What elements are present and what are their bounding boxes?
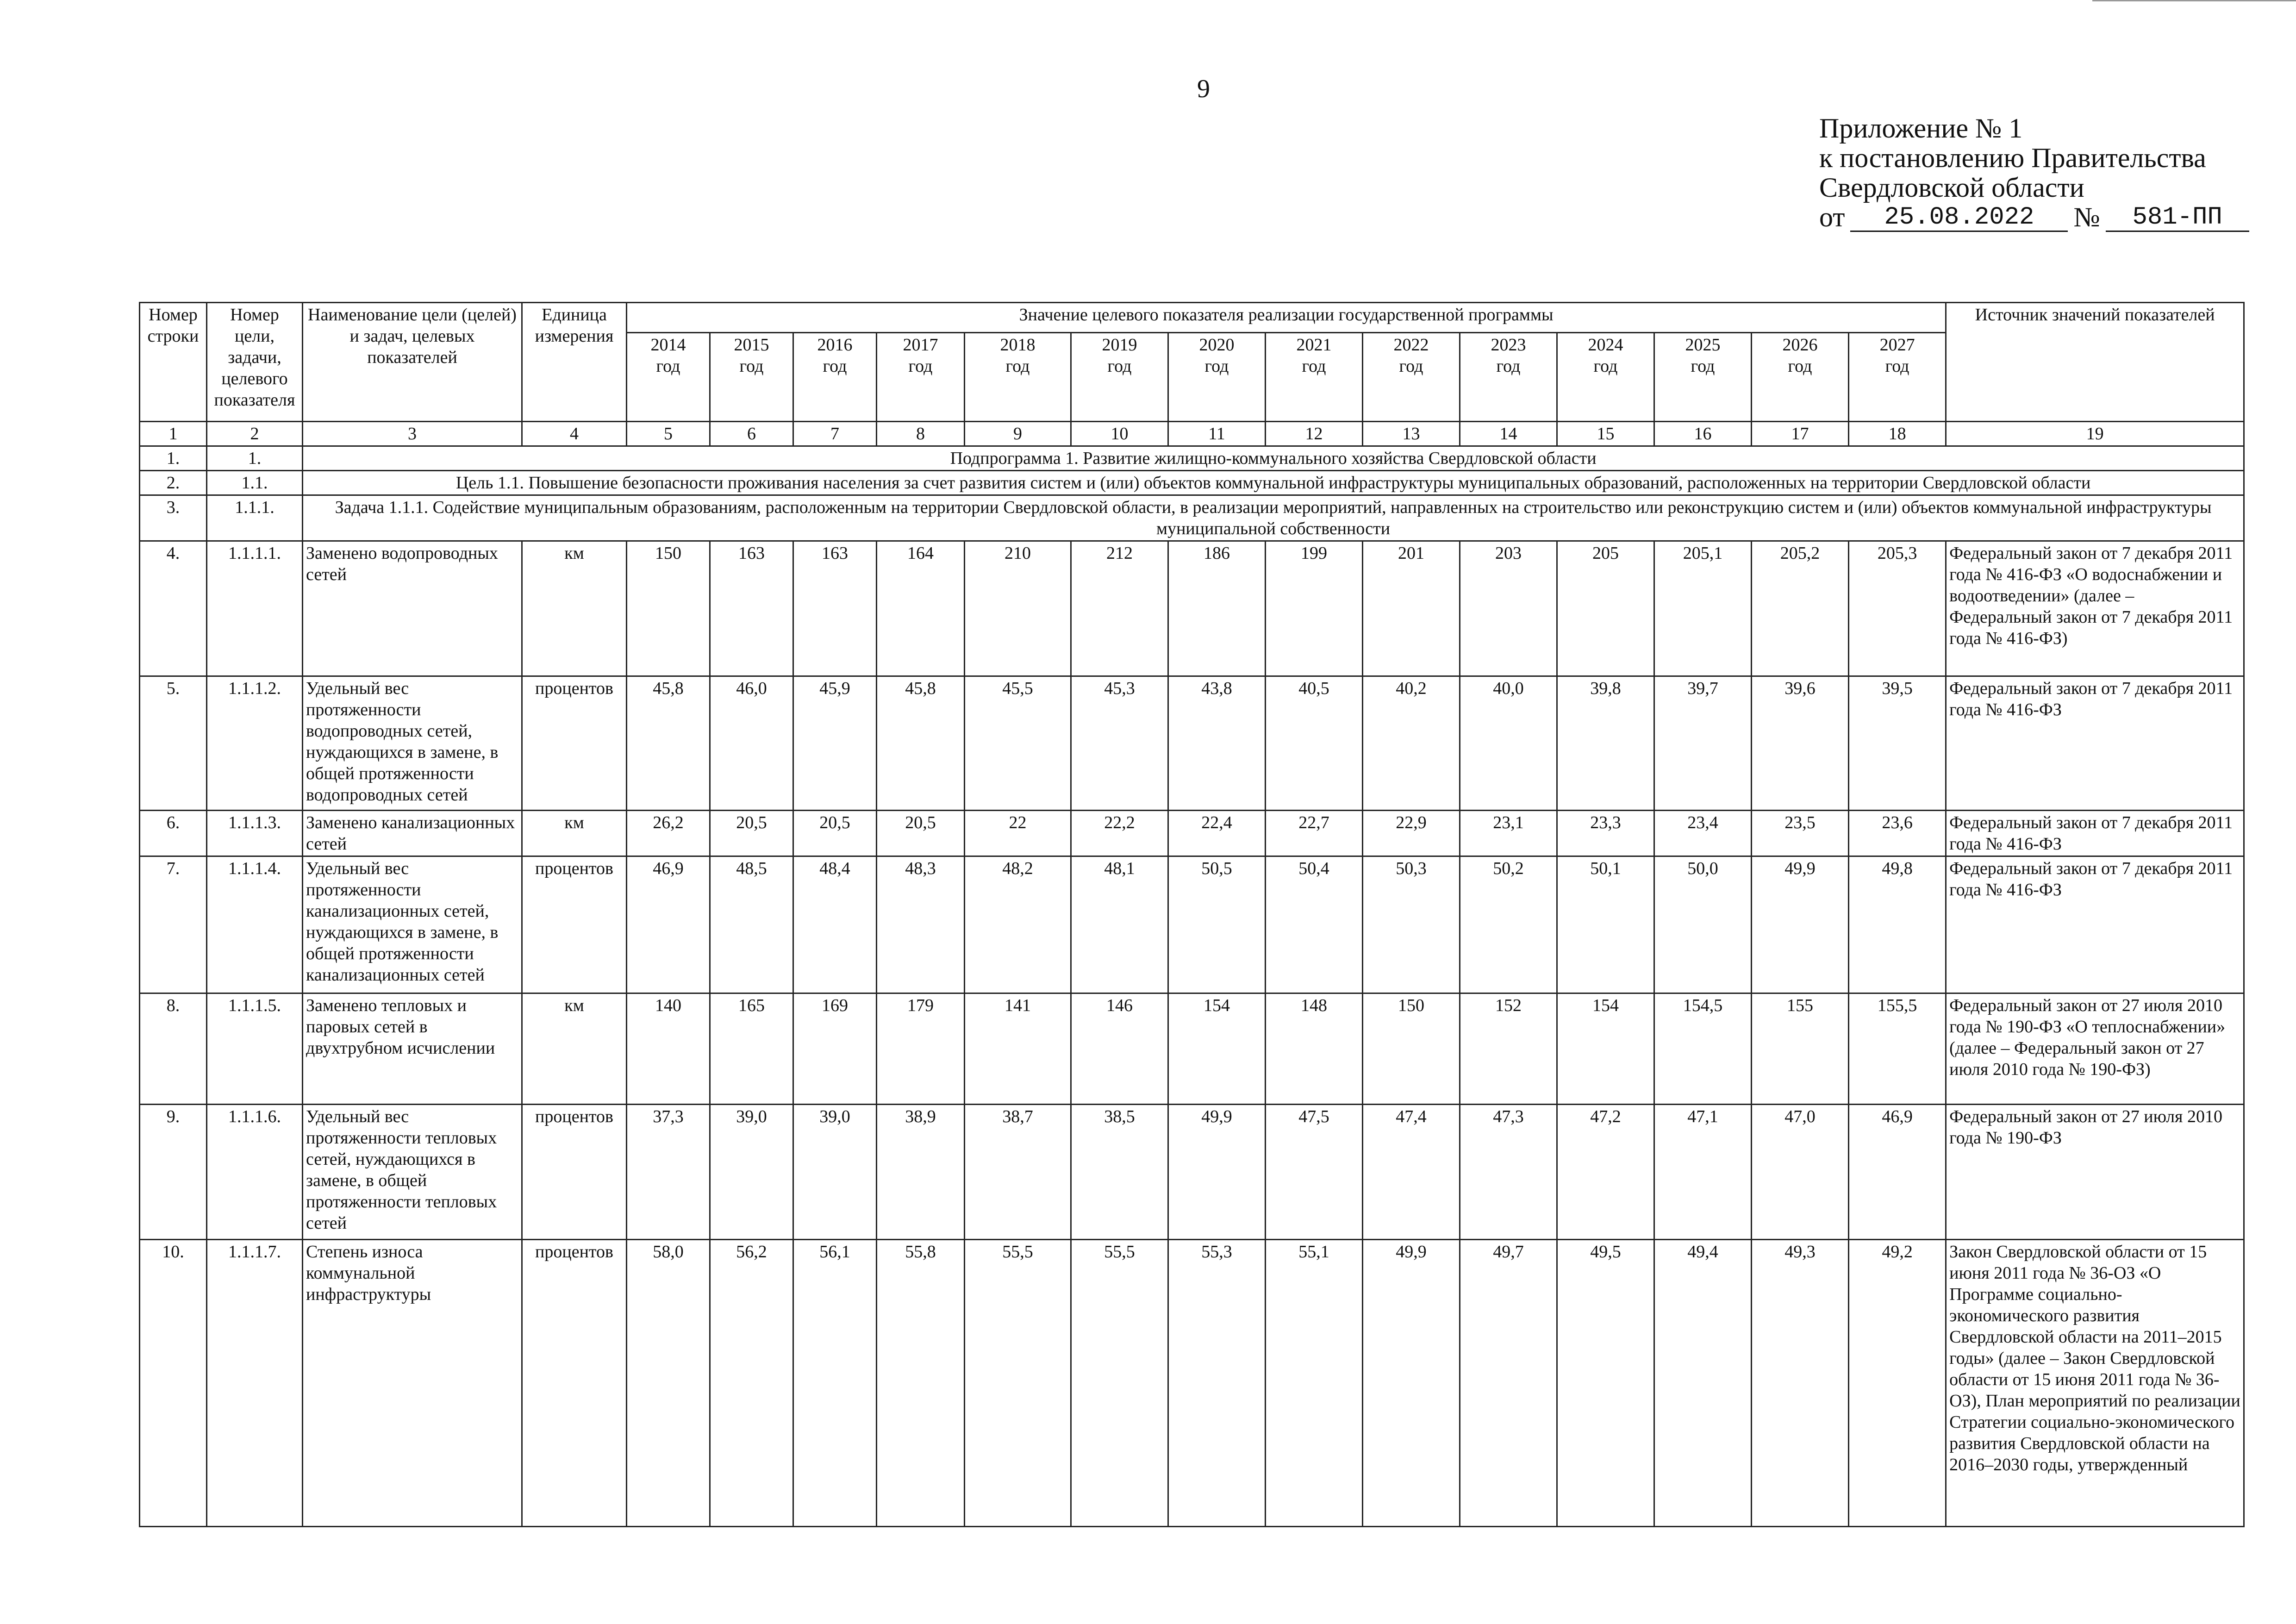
value-cell: 48,4 xyxy=(793,856,877,993)
value-cell: 23,5 xyxy=(1752,811,1849,856)
value-cell: 46,9 xyxy=(627,856,710,993)
indicator-name: Заменено канализационных сетей xyxy=(303,811,522,856)
value-cell: 55,5 xyxy=(965,1240,1071,1527)
value-cell: 49,9 xyxy=(1752,856,1849,993)
section-title: Задача 1.1.1. Содействие муниципальным образованиям, расположенным на территории Свердловской области, в реализации мероприятий, направленных на строительство или реконструкцию систем и (или) объектов коммунальной инфраструктуры муниципальной собственности xyxy=(303,495,2244,541)
value-cell: 164 xyxy=(877,541,965,676)
source-cell: Федеральный закон от 27 июля 2010 года № 190-ФЗ «О теплоснабжении» (далее – Федеральный закон от 27 июля 2010 года № 190-ФЗ) xyxy=(1946,993,2244,1105)
column-number: 8 xyxy=(877,422,965,446)
value-cell: 150 xyxy=(627,541,710,676)
value-cell: 45,8 xyxy=(877,676,965,811)
header-year-cell xyxy=(627,333,710,422)
unit-cell: км xyxy=(522,993,627,1105)
value-cell: 179 xyxy=(877,993,965,1105)
indicator-row xyxy=(140,676,2244,811)
header-year-suffix: год xyxy=(1005,356,1030,376)
value-cell: 155,5 xyxy=(1849,993,1946,1105)
indicator-row xyxy=(140,811,2244,856)
value-cell: 39,0 xyxy=(710,1105,793,1240)
value-cell: 49,4 xyxy=(1654,1240,1752,1527)
value-cell: 50,2 xyxy=(1460,856,1557,993)
header-year: 2017 xyxy=(903,335,938,355)
column-number: 11 xyxy=(1168,422,1266,446)
target-code: 1.1.1.2. xyxy=(207,676,303,811)
value-cell: 39,8 xyxy=(1557,676,1654,811)
value-cell: 40,0 xyxy=(1460,676,1557,811)
value-cell: 40,5 xyxy=(1266,676,1363,811)
value-cell: 210 xyxy=(965,541,1071,676)
section-title: Подпрограмма 1. Развитие жилищно-коммунального хозяйства Свердловской области xyxy=(303,446,2244,471)
value-cell: 39,5 xyxy=(1849,676,1946,811)
value-cell: 26,2 xyxy=(627,811,710,856)
value-cell: 49,8 xyxy=(1849,856,1946,993)
header-values-group: Значение целевого показателя реализации государственной программы xyxy=(627,303,1946,333)
value-cell: 199 xyxy=(1266,541,1363,676)
value-cell: 20,5 xyxy=(877,811,965,856)
column-number: 18 xyxy=(1849,422,1946,446)
header-year-suffix: год xyxy=(1302,356,1326,376)
header-year-cell xyxy=(1168,333,1266,422)
value-cell: 205,2 xyxy=(1752,541,1849,676)
value-cell: 47,4 xyxy=(1363,1105,1460,1240)
header-year-suffix: год xyxy=(1788,356,1812,376)
header-year-cell xyxy=(965,333,1071,422)
header-year-suffix: год xyxy=(1496,356,1521,376)
header-unit: Единица измерения xyxy=(522,303,627,422)
target-code: 1.1.1.3. xyxy=(207,811,303,856)
value-cell: 49,5 xyxy=(1557,1240,1654,1527)
value-cell: 45,3 xyxy=(1071,676,1168,811)
value-cell: 140 xyxy=(627,993,710,1105)
column-number: 15 xyxy=(1557,422,1654,446)
section-row xyxy=(140,495,2244,541)
appendix-region: Свердловской области xyxy=(1819,172,2084,203)
value-cell: 38,9 xyxy=(877,1105,965,1240)
column-number: 4 xyxy=(522,422,627,446)
target-code: 1.1.1.7. xyxy=(207,1240,303,1527)
header-year-cell xyxy=(1363,333,1460,422)
row-number: 1. xyxy=(140,446,207,471)
value-cell: 203 xyxy=(1460,541,1557,676)
value-cell: 22,9 xyxy=(1363,811,1460,856)
appendix-header xyxy=(1819,113,2249,232)
section-row xyxy=(140,446,2244,471)
appendix-title: Приложение № 1 xyxy=(1819,113,2023,144)
header-row-number: Номер строки xyxy=(140,303,207,422)
value-cell: 40,2 xyxy=(1363,676,1460,811)
value-cell: 146 xyxy=(1071,993,1168,1105)
indicators-table xyxy=(139,302,2245,1527)
column-number: 12 xyxy=(1266,422,1363,446)
header-year-cell xyxy=(1752,333,1849,422)
section-row xyxy=(140,471,2244,495)
value-cell: 55,1 xyxy=(1266,1240,1363,1527)
column-number: 19 xyxy=(1946,422,2244,446)
source-cell: Федеральный закон от 7 декабря 2011 года № 416-ФЗ xyxy=(1946,676,2244,811)
value-cell: 49,7 xyxy=(1460,1240,1557,1527)
target-code: 1.1.1.6. xyxy=(207,1105,303,1240)
value-cell: 154 xyxy=(1168,993,1266,1105)
header-year: 2021 xyxy=(1296,335,1332,355)
value-cell: 22 xyxy=(965,811,1071,856)
column-number: 5 xyxy=(627,422,710,446)
value-cell: 23,1 xyxy=(1460,811,1557,856)
target-code: 1.1.1.1. xyxy=(207,541,303,676)
value-cell: 38,5 xyxy=(1071,1105,1168,1240)
top-edge-line xyxy=(2092,0,2296,1)
table-body xyxy=(140,422,2244,1527)
header-year: 2025 xyxy=(1685,335,1721,355)
value-cell: 186 xyxy=(1168,541,1266,676)
value-cell: 48,1 xyxy=(1071,856,1168,993)
target-code: 1.1.1. xyxy=(207,495,303,541)
value-cell: 22,7 xyxy=(1266,811,1363,856)
column-number: 7 xyxy=(793,422,877,446)
value-cell: 45,5 xyxy=(965,676,1071,811)
row-number: 9. xyxy=(140,1105,207,1240)
source-cell: Федеральный закон от 7 декабря 2011 года № 416-ФЗ xyxy=(1946,811,2244,856)
number-prefix: № xyxy=(2073,202,2100,232)
value-cell: 55,3 xyxy=(1168,1240,1266,1527)
source-cell: Федеральный закон от 7 декабря 2011 года № 416-ФЗ «О водоснабжении и водоотведении» (далее – Федеральный закон от 7 декабря 2011 года № 416-ФЗ) xyxy=(1946,541,2244,676)
source-cell: Федеральный закон от 7 декабря 2011 года № 416-ФЗ xyxy=(1946,856,2244,993)
value-cell: 141 xyxy=(965,993,1071,1105)
source-cell: Федеральный закон от 27 июля 2010 года № 190-ФЗ xyxy=(1946,1105,2244,1240)
header-year-suffix: год xyxy=(1204,356,1229,376)
appendix-date-row xyxy=(1819,202,2249,232)
value-cell: 38,7 xyxy=(965,1105,1071,1240)
value-cell: 45,8 xyxy=(627,676,710,811)
value-cell: 47,1 xyxy=(1654,1105,1752,1240)
header-year: 2016 xyxy=(817,335,853,355)
indicator-name: Заменено тепловых и паровых сетей в двухтрубном исчислении xyxy=(303,993,522,1105)
header-source: Источник значений показателей xyxy=(1946,303,2244,422)
indicator-row xyxy=(140,541,2244,676)
column-number: 13 xyxy=(1363,422,1460,446)
column-number: 17 xyxy=(1752,422,1849,446)
column-number: 16 xyxy=(1654,422,1752,446)
value-cell: 46,0 xyxy=(710,676,793,811)
header-year-suffix: год xyxy=(1399,356,1423,376)
value-cell: 22,2 xyxy=(1071,811,1168,856)
header-year-suffix: год xyxy=(1593,356,1618,376)
value-cell: 56,2 xyxy=(710,1240,793,1527)
value-cell: 48,2 xyxy=(965,856,1071,993)
value-cell: 23,4 xyxy=(1654,811,1752,856)
indicator-name: Удельный вес протяженности канализационных сетей, нуждающихся в замене, в общей протяженности канализационных сетей xyxy=(303,856,522,993)
value-cell: 46,9 xyxy=(1849,1105,1946,1240)
value-cell: 58,0 xyxy=(627,1240,710,1527)
value-cell: 50,0 xyxy=(1654,856,1752,993)
header-year-suffix: год xyxy=(1691,356,1715,376)
header-year: 2023 xyxy=(1491,335,1526,355)
value-cell: 49,3 xyxy=(1752,1240,1849,1527)
column-number: 2 xyxy=(207,422,303,446)
header-year-cell xyxy=(1460,333,1557,422)
header-year: 2019 xyxy=(1102,335,1137,355)
column-number: 1 xyxy=(140,422,207,446)
header-year-cell xyxy=(793,333,877,422)
indicator-row xyxy=(140,993,2244,1105)
value-cell: 39,0 xyxy=(793,1105,877,1240)
row-number: 2. xyxy=(140,471,207,495)
header-year-cell xyxy=(1654,333,1752,422)
appendix-resolution: к постановлению Правительства xyxy=(1819,143,2206,173)
column-number: 14 xyxy=(1460,422,1557,446)
value-cell: 20,5 xyxy=(710,811,793,856)
row-number: 6. xyxy=(140,811,207,856)
value-cell: 154,5 xyxy=(1654,993,1752,1105)
header-year: 2014 xyxy=(650,335,686,355)
value-cell: 205 xyxy=(1557,541,1654,676)
indicator-name: Удельный вес протяженности тепловых сетей, нуждающихся в замене, в общей протяженности тепловых сетей xyxy=(303,1105,522,1240)
resolution-date: 25.08.2022 xyxy=(1850,205,2068,232)
column-number: 9 xyxy=(965,422,1071,446)
value-cell: 152 xyxy=(1460,993,1557,1105)
row-number: 3. xyxy=(140,495,207,541)
header-year: 2024 xyxy=(1588,335,1623,355)
value-cell: 22,4 xyxy=(1168,811,1266,856)
header-year-cell xyxy=(1557,333,1654,422)
value-cell: 39,7 xyxy=(1654,676,1752,811)
value-cell: 50,4 xyxy=(1266,856,1363,993)
column-number: 3 xyxy=(303,422,522,446)
header-year-cell xyxy=(1071,333,1168,422)
unit-cell: процентов xyxy=(522,1105,627,1240)
value-cell: 50,5 xyxy=(1168,856,1266,993)
section-title: Цель 1.1. Повышение безопасности проживания населения за счет развития систем и (или) объектов коммунальной инфраструктуры муниципальных образований, расположенных на территории Свердловской области xyxy=(303,471,2244,495)
header-name: Наименование цели (целей) и задач, целевых показателей xyxy=(303,303,522,422)
header-year: 2027 xyxy=(1879,335,1915,355)
header-year: 2015 xyxy=(734,335,769,355)
indicator-name: Степень износа коммунальной инфраструктуры xyxy=(303,1240,522,1527)
header-year-cell xyxy=(710,333,793,422)
indicator-name: Заменено водопроводных сетей xyxy=(303,541,522,676)
value-cell: 205,3 xyxy=(1849,541,1946,676)
unit-cell: км xyxy=(522,541,627,676)
indicator-row xyxy=(140,856,2244,993)
value-cell: 37,3 xyxy=(627,1105,710,1240)
value-cell: 163 xyxy=(793,541,877,676)
header-year-suffix: год xyxy=(908,356,933,376)
value-cell: 55,8 xyxy=(877,1240,965,1527)
value-cell: 205,1 xyxy=(1654,541,1752,676)
target-code: 1.1.1.4. xyxy=(207,856,303,993)
row-number: 4. xyxy=(140,541,207,676)
value-cell: 45,9 xyxy=(793,676,877,811)
unit-cell: км xyxy=(522,811,627,856)
page-number: 9 xyxy=(1197,75,1210,103)
row-number: 7. xyxy=(140,856,207,993)
row-number: 8. xyxy=(140,993,207,1105)
header-year: 2022 xyxy=(1393,335,1429,355)
date-prefix: от xyxy=(1819,202,1845,232)
value-cell: 23,6 xyxy=(1849,811,1946,856)
value-cell: 163 xyxy=(710,541,793,676)
header-year: 2020 xyxy=(1199,335,1235,355)
value-cell: 20,5 xyxy=(793,811,877,856)
target-code: 1.1.1.5. xyxy=(207,993,303,1105)
header-target-number: Номер цели, задачи, целевого показателя xyxy=(207,303,303,422)
source-cell: Закон Свердловской области от 15 июня 2011 года № 36-ОЗ «О Программе социально-экономического развития Свердловской области на 2011–2015 годы» (далее – Закон Свердловской области от 15 июня 2011 года № 36-ОЗ), План мероприятий по реализации Стратегии социально-экономического развития Свердловской области на 2016–2030 годы, утвержденный xyxy=(1946,1240,2244,1527)
value-cell: 169 xyxy=(793,993,877,1105)
unit-cell: процентов xyxy=(522,1240,627,1527)
table-header xyxy=(140,303,2244,422)
value-cell: 150 xyxy=(1363,993,1460,1105)
unit-cell: процентов xyxy=(522,676,627,811)
target-code: 1. xyxy=(207,446,303,471)
column-numbers-row xyxy=(140,422,2244,446)
value-cell: 49,9 xyxy=(1363,1240,1460,1527)
value-cell: 23,3 xyxy=(1557,811,1654,856)
column-number: 10 xyxy=(1071,422,1168,446)
resolution-number: 581-ПП xyxy=(2106,205,2249,232)
unit-cell: процентов xyxy=(522,856,627,993)
row-number: 5. xyxy=(140,676,207,811)
value-cell: 50,1 xyxy=(1557,856,1654,993)
value-cell: 47,5 xyxy=(1266,1105,1363,1240)
value-cell: 201 xyxy=(1363,541,1460,676)
value-cell: 55,5 xyxy=(1071,1240,1168,1527)
value-cell: 43,8 xyxy=(1168,676,1266,811)
header-year-suffix: год xyxy=(1107,356,1132,376)
indicator-row xyxy=(140,1105,2244,1240)
header-year: 2018 xyxy=(1000,335,1036,355)
value-cell: 154 xyxy=(1557,993,1654,1105)
value-cell: 148 xyxy=(1266,993,1363,1105)
value-cell: 50,3 xyxy=(1363,856,1460,993)
value-cell: 49,9 xyxy=(1168,1105,1266,1240)
value-cell: 212 xyxy=(1071,541,1168,676)
value-cell: 56,1 xyxy=(793,1240,877,1527)
header-year: 2026 xyxy=(1782,335,1818,355)
value-cell: 47,0 xyxy=(1752,1105,1849,1240)
header-year-suffix: год xyxy=(823,356,847,376)
header-year-cell xyxy=(1849,333,1946,422)
value-cell: 48,3 xyxy=(877,856,965,993)
value-cell: 48,5 xyxy=(710,856,793,993)
header-year-cell xyxy=(877,333,965,422)
column-number: 6 xyxy=(710,422,793,446)
value-cell: 49,2 xyxy=(1849,1240,1946,1527)
value-cell: 47,3 xyxy=(1460,1105,1557,1240)
value-cell: 165 xyxy=(710,993,793,1105)
indicator-name: Удельный вес протяженности водопроводных сетей, нуждающихся в замене, в общей протяженности водопроводных сетей xyxy=(303,676,522,811)
target-code: 1.1. xyxy=(207,471,303,495)
header-year-suffix: год xyxy=(1885,356,1909,376)
value-cell: 47,2 xyxy=(1557,1105,1654,1240)
header-year-suffix: год xyxy=(739,356,764,376)
header-year-cell xyxy=(1266,333,1363,422)
indicator-row xyxy=(140,1240,2244,1527)
value-cell: 155 xyxy=(1752,993,1849,1105)
row-number: 10. xyxy=(140,1240,207,1527)
value-cell: 39,6 xyxy=(1752,676,1849,811)
header-year-suffix: год xyxy=(656,356,680,376)
